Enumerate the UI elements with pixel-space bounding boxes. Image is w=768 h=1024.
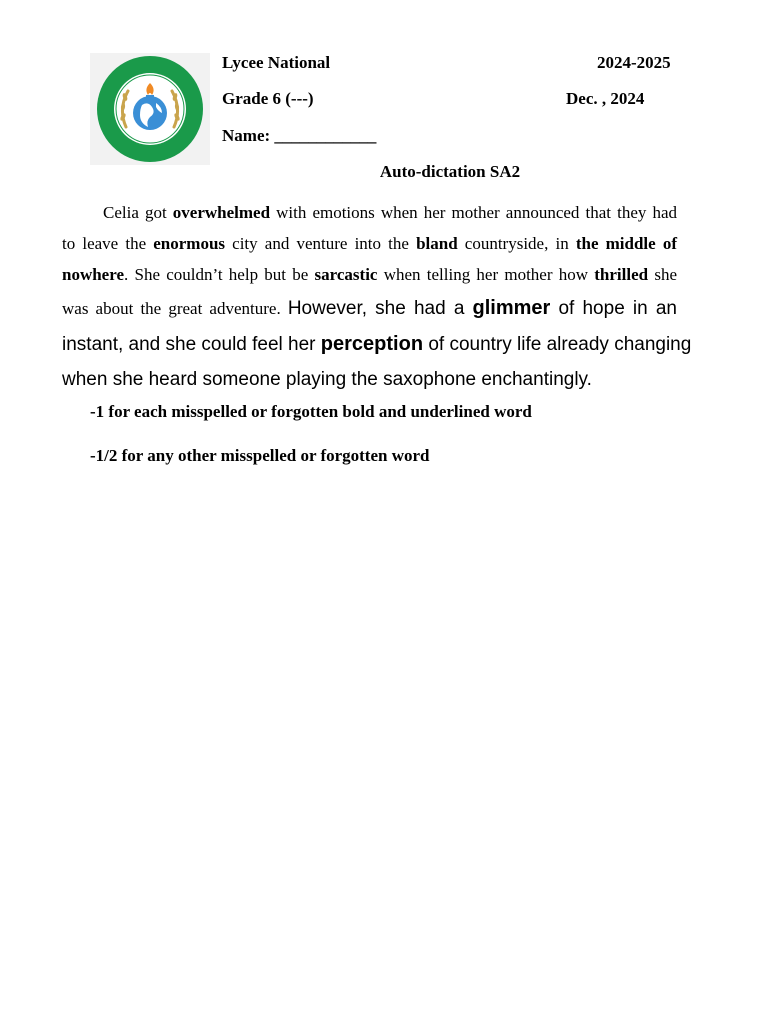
paragraph-line-3: nowhere. She couldn’t help but be sarcastic when telling her mother how thrilled she [62, 265, 677, 284]
keyword-thrilled: thrilled [594, 265, 649, 284]
keyword-sarcastic: sarcastic [314, 265, 378, 284]
worksheet-title: Auto-dictation SA2 [379, 162, 521, 181]
paragraph-line-2: to leave the enormous city and venture into the bland countryside, in the middle of [62, 234, 677, 253]
keyword-overwhelmed: overwhelmed [172, 203, 271, 222]
keyword-perception: perception [320, 333, 424, 355]
paragraph-line-6: when she heard someone playing the saxophone enchantingly. [62, 369, 592, 390]
keyword-enormous: enormous [153, 234, 226, 253]
name-field-line: Name: ____________ [222, 126, 377, 145]
school-name: Lycee National [222, 53, 331, 72]
school-year: 2024-2025 [597, 53, 671, 72]
paragraph-line-5: instant, and she could feel her perception of country life already changing [62, 333, 692, 355]
school-logo-emblem [96, 55, 204, 163]
grading-rule-bold-words: -1 for each misspelled or forgotten bold and underlined word [90, 402, 532, 421]
keyword-glimmer: glimmer [472, 297, 551, 319]
paragraph-line-1: Celia got overwhelmed with emotions when her mother announced that they had [103, 203, 677, 222]
keyword-middle-of-nowhere-part1: the middle of [575, 234, 677, 253]
date-label: Dec. , 2024 [566, 89, 645, 108]
school-logo [90, 53, 210, 165]
dictation-paragraph [62, 197, 692, 398]
grading-rule-other-words: -1/2 for any other misspelled or forgotten word [90, 446, 430, 465]
paragraph-line-4: was about the great adventure. However, she had a glimmer of hope in an [62, 297, 677, 319]
keyword-bland: bland [416, 234, 458, 253]
keyword-middle-of-nowhere-part2: nowhere [62, 265, 125, 284]
grade-label: Grade 6 (---) [222, 89, 314, 108]
